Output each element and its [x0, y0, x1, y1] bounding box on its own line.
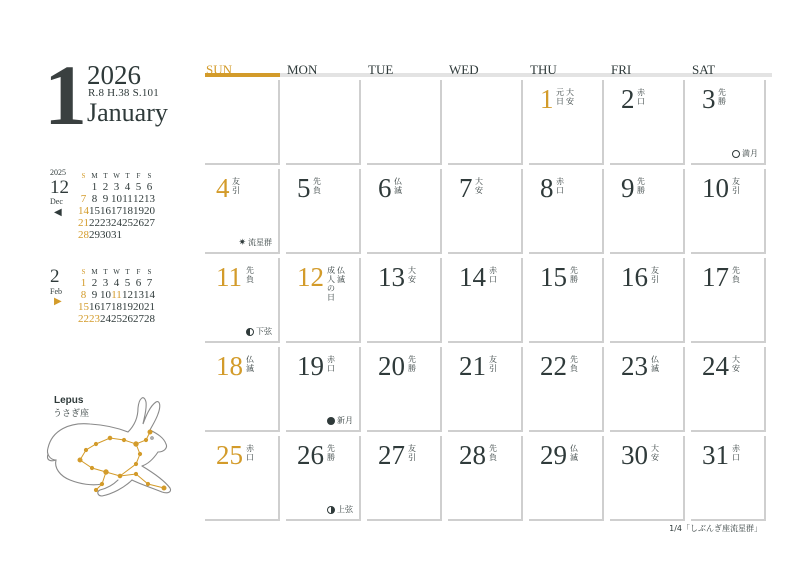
day-cell-8[interactable]	[529, 169, 604, 254]
mini-day: 3	[102, 277, 109, 289]
weekday-mon: MON	[287, 62, 318, 77]
rokuyo-label: 友引	[408, 444, 416, 462]
holiday-label: 元日	[556, 88, 564, 106]
mini-day: 29	[89, 229, 100, 241]
mini-day: 8	[91, 193, 98, 205]
mini-day: 1	[91, 181, 98, 193]
mini-day: 21	[78, 217, 89, 229]
year-label: 2026	[87, 60, 141, 90]
day-number: 10	[702, 173, 729, 203]
day-number: 3	[702, 84, 716, 114]
mini-day: 27	[144, 217, 155, 229]
mini-day: 12	[122, 289, 133, 301]
mini-weekday: S	[81, 172, 86, 180]
rokuyo-label: 先勝	[637, 177, 645, 195]
mini-day: 14	[78, 205, 89, 217]
day-cell-25[interactable]	[205, 436, 280, 521]
day-cell-6[interactable]	[367, 169, 442, 254]
moon-note	[238, 237, 272, 248]
day-cell-10[interactable]	[691, 169, 766, 254]
mini-grid	[78, 172, 155, 241]
day-number: 12	[297, 262, 324, 292]
rokuyo-label: 赤口	[489, 266, 497, 284]
mini-month: 2	[50, 266, 60, 287]
mini-day: 11	[111, 289, 122, 301]
mini-month-abbr: Feb	[50, 287, 62, 296]
day-number: 15	[540, 262, 567, 292]
holiday-label: 成人の日	[327, 266, 335, 302]
day-number: 14	[459, 262, 486, 292]
mini-day: 4	[113, 277, 120, 289]
day-number: 13	[378, 262, 405, 292]
rokuyo-label: 仏滅	[394, 177, 402, 195]
mini-day: 8	[80, 289, 87, 301]
mini-weekday: M	[91, 172, 98, 180]
mini-day: 30	[100, 229, 111, 241]
day-cell-23[interactable]	[610, 347, 685, 432]
next-arrow-icon[interactable]: ▶	[54, 296, 62, 307]
rokuyo-label: 先負	[246, 266, 254, 284]
weekday-sat: SAT	[692, 62, 716, 77]
moon-note	[732, 148, 758, 159]
weekday-fri: FRI	[611, 62, 632, 77]
mini-day: 9	[102, 193, 109, 205]
mini-day: 18	[122, 205, 133, 217]
rokuyo-label: 赤口	[556, 177, 564, 195]
mini-weekday: S	[81, 268, 86, 276]
day-number: 28	[459, 440, 486, 470]
rokuyo-label: 赤口	[732, 444, 740, 462]
day-cell-27[interactable]	[367, 436, 442, 521]
day-number: 30	[621, 440, 648, 470]
day-number: 7	[459, 173, 473, 203]
day-cell-21[interactable]	[448, 347, 523, 432]
mini-month-abbr: Dec	[50, 197, 63, 206]
mini-day: 27	[133, 313, 144, 325]
mini-day: 21	[144, 301, 155, 313]
mini-day: 4	[124, 181, 131, 193]
mini-day: 26	[122, 313, 133, 325]
mini-day: 23	[100, 217, 111, 229]
mini-day: 5	[135, 181, 142, 193]
mini-day: 22	[89, 217, 100, 229]
mini-day: 15	[78, 301, 89, 313]
rokuyo-label: 大安	[566, 88, 574, 106]
day-number: 20	[378, 351, 405, 381]
day-number: 16	[621, 262, 648, 292]
day-number: 9	[621, 173, 635, 203]
hare-constellation-illustration	[40, 388, 180, 503]
day-cell-9[interactable]	[610, 169, 685, 254]
mini-year: 2025	[50, 168, 66, 177]
mini-day: 9	[91, 289, 98, 301]
day-number: 6	[378, 173, 392, 203]
mini-day: 18	[111, 301, 122, 313]
moon-note-label: 下弦	[256, 327, 272, 336]
mini-weekday: T	[125, 268, 130, 276]
mini-day: 13	[144, 193, 155, 205]
mini-day: 1	[80, 277, 87, 289]
empty-day-cell	[286, 80, 361, 165]
mini-day: 10	[100, 289, 111, 301]
mini-day: 10	[111, 193, 122, 205]
rokuyo-label: 仏滅	[570, 444, 578, 462]
rokuyo-label: 先負	[489, 444, 497, 462]
moon-note-label: 新月	[337, 416, 353, 425]
day-number: 31	[702, 440, 729, 470]
day-number: 17	[702, 262, 729, 292]
rokuyo-label: 大安	[651, 444, 659, 462]
mini-day: 17	[100, 301, 111, 313]
mini-day: 6	[135, 277, 142, 289]
empty-day-cell	[205, 80, 280, 165]
mini-weekday: T	[103, 172, 108, 180]
mini-day	[133, 229, 144, 241]
rokuyo-label: 先勝	[408, 355, 416, 373]
rokuyo-label: 先負	[570, 355, 578, 373]
day-number: 8	[540, 173, 554, 203]
rokuyo-label: 先負	[313, 177, 321, 195]
day-number: 27	[378, 440, 405, 470]
moon-note	[327, 415, 353, 426]
mini-day: 26	[133, 217, 144, 229]
month-number: 1	[44, 47, 87, 143]
mini-weekday: M	[91, 268, 98, 276]
mini-weekday: F	[136, 268, 141, 276]
mini-weekday: S	[147, 268, 152, 276]
mini-day: 22	[78, 313, 89, 325]
mini-day: 15	[89, 205, 100, 217]
moon-note	[327, 504, 353, 515]
day-number: 2	[621, 84, 635, 114]
day-cell-12[interactable]	[286, 258, 361, 343]
day-cell-17[interactable]	[691, 258, 766, 343]
day-cell-22[interactable]	[529, 347, 604, 432]
day-cell-19[interactable]	[286, 347, 361, 432]
mini-grid	[78, 268, 155, 325]
mini-day: 2	[91, 277, 98, 289]
rokuyo-label: 仏滅	[246, 355, 254, 373]
day-labels	[556, 88, 575, 106]
rokuyo-label: 赤口	[637, 88, 645, 106]
day-number: 19	[297, 351, 324, 381]
first-quarter-moon-icon	[327, 506, 335, 514]
day-number: 22	[540, 351, 567, 381]
mini-weekday: F	[136, 172, 141, 180]
new-moon-icon	[327, 417, 335, 425]
day-cell-26[interactable]	[286, 436, 361, 521]
day-cell-4[interactable]	[205, 169, 280, 254]
month-name: January	[87, 98, 168, 127]
mini-day: 7	[146, 277, 153, 289]
day-number: 1	[540, 84, 554, 114]
day-labels	[327, 266, 346, 302]
weekday-tue: TUE	[368, 62, 394, 77]
mini-day: 20	[144, 205, 155, 217]
constellation-name-jp: うさぎ座	[53, 409, 90, 419]
day-cell-1[interactable]	[529, 80, 604, 165]
moon-note-label: 満月	[742, 149, 758, 158]
mini-day: 7	[80, 193, 87, 205]
moon-note-label: 上弦	[337, 505, 353, 514]
day-cell-20[interactable]	[367, 347, 442, 432]
day-number: 21	[459, 351, 486, 381]
footnote: 1/4「しぶんぎ座流星群」	[669, 524, 762, 533]
last-quarter-moon-icon	[246, 328, 254, 336]
mini-month: 12	[50, 177, 69, 198]
mini-day	[122, 229, 133, 241]
mini-day: 16	[89, 301, 100, 313]
moon-note-label: 流星群	[248, 238, 272, 247]
mini-day: 31	[111, 229, 122, 241]
day-number: 29	[540, 440, 567, 470]
day-cell-28[interactable]	[448, 436, 523, 521]
mini-day: 17	[111, 205, 122, 217]
mini-day: 11	[122, 193, 133, 205]
day-cell-29[interactable]	[529, 436, 604, 521]
rokuyo-label: 仏滅	[337, 266, 345, 284]
rokuyo-label: 友引	[732, 177, 740, 195]
prev-arrow-icon[interactable]: ◀	[54, 207, 62, 218]
day-number: 23	[621, 351, 648, 381]
day-cell-15[interactable]	[529, 258, 604, 343]
rokuyo-label: 友引	[651, 266, 659, 284]
mini-day: 25	[122, 217, 133, 229]
day-cell-2[interactable]	[610, 80, 685, 165]
mini-weekday: W	[113, 172, 120, 180]
rokuyo-label: 大安	[475, 177, 483, 195]
mini-weekday: T	[125, 172, 130, 180]
mini-day	[144, 229, 155, 241]
day-cell-13[interactable]	[367, 258, 442, 343]
moon-note	[246, 326, 272, 337]
day-number: 25	[216, 440, 243, 470]
full-moon-icon	[732, 150, 740, 158]
mini-day: 2	[102, 181, 109, 193]
mini-day: 24	[111, 217, 122, 229]
mini-weekday: S	[147, 172, 152, 180]
day-cell-30[interactable]	[610, 436, 685, 521]
rokuyo-label: 仏滅	[651, 355, 659, 373]
rokuyo-label: 赤口	[246, 444, 254, 462]
day-cell-24[interactable]	[691, 347, 766, 432]
rokuyo-label: 赤口	[327, 355, 335, 373]
mini-day: 3	[113, 181, 120, 193]
rokuyo-label: 先勝	[327, 444, 335, 462]
day-number: 18	[216, 351, 243, 381]
day-cell-16[interactable]	[610, 258, 685, 343]
mini-day	[78, 181, 89, 193]
day-cell-18[interactable]	[205, 347, 280, 432]
constellation-name: Lepus	[54, 395, 84, 406]
mini-day: 12	[133, 193, 144, 205]
mini-day: 24	[100, 313, 111, 325]
empty-day-cell	[448, 80, 523, 165]
mini-day: 19	[133, 205, 144, 217]
mini-day: 28	[144, 313, 155, 325]
rokuyo-label: 大安	[408, 266, 416, 284]
day-number: 5	[297, 173, 311, 203]
day-number: 4	[216, 173, 230, 203]
weekday-sun: SUN	[206, 62, 233, 77]
mini-day: 6	[146, 181, 153, 193]
rokuyo-label: 先勝	[718, 88, 726, 106]
day-number: 26	[297, 440, 324, 470]
rokuyo-label: 先負	[732, 266, 740, 284]
rokuyo-label: 友引	[489, 355, 497, 373]
day-cell-5[interactable]	[286, 169, 361, 254]
mini-day: 25	[111, 313, 122, 325]
mini-day: 28	[78, 229, 89, 241]
weekday-wed: WED	[449, 62, 479, 77]
meteor-star-icon: ✷	[238, 237, 246, 248]
day-cell-31[interactable]	[691, 436, 766, 521]
day-cell-7[interactable]	[448, 169, 523, 254]
weekday-thu: THU	[530, 62, 557, 77]
day-cell-14[interactable]	[448, 258, 523, 343]
mini-day: 23	[89, 313, 100, 325]
day-number: 11	[216, 262, 242, 292]
mini-day: 14	[144, 289, 155, 301]
rokuyo-label: 友引	[232, 177, 240, 195]
rokuyo-label: 大安	[732, 355, 740, 373]
era-years: R.8 H.38 S.101	[88, 87, 159, 99]
day-number: 24	[702, 351, 729, 381]
empty-day-cell	[367, 80, 442, 165]
rokuyo-label: 先勝	[570, 266, 578, 284]
day-cell-3[interactable]	[691, 80, 766, 165]
mini-day: 13	[133, 289, 144, 301]
mini-day: 16	[100, 205, 111, 217]
mini-weekday: T	[103, 268, 108, 276]
day-cell-11[interactable]	[205, 258, 280, 343]
mini-day: 5	[124, 277, 131, 289]
mini-weekday: W	[113, 268, 120, 276]
mini-day: 20	[133, 301, 144, 313]
mini-day: 19	[122, 301, 133, 313]
